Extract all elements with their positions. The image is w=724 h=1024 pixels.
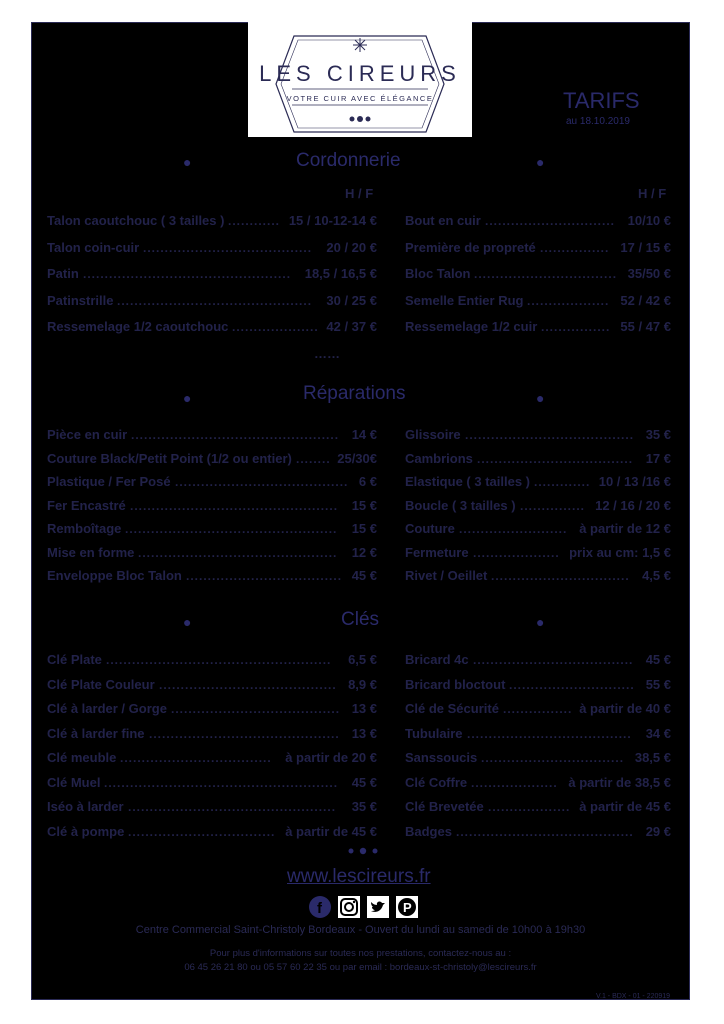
item-label: Clé à larder / Gorge bbox=[47, 701, 167, 716]
item-price: prix au cm: 1,5 € bbox=[569, 544, 671, 560]
item-price: 13 € bbox=[351, 701, 377, 716]
item-price: 29 € bbox=[645, 823, 671, 839]
item-label: Talon caoutchouc ( 3 tailles ) bbox=[47, 213, 225, 228]
item-price: 10 / 13 /16 € bbox=[598, 474, 671, 489]
item-label: Bloc Talon bbox=[405, 266, 471, 281]
price-row bbox=[405, 212, 671, 230]
item-label: Tubulaire bbox=[405, 725, 463, 741]
item-label: Elastique ( 3 tailles ) bbox=[405, 474, 530, 489]
facebook-icon[interactable] bbox=[309, 896, 331, 918]
item-label: Iséo à larder bbox=[47, 799, 124, 814]
dot-leader: ................................................ bbox=[128, 800, 337, 814]
item-label: Couture bbox=[405, 521, 455, 536]
price-row bbox=[405, 725, 671, 743]
item-price: à partir de 40 € bbox=[579, 701, 671, 716]
dot-leader: .............................. bbox=[485, 214, 616, 228]
price-row bbox=[47, 567, 377, 585]
item-label: Sanssoucis bbox=[405, 750, 478, 765]
contact-line-2: 06 45 26 21 80 ou 05 57 60 22 35 ou par email : bordeaux-st-christoly@lescireurs.fr bbox=[184, 962, 537, 973]
dot-leader: ......................................... bbox=[456, 824, 634, 839]
twitter-icon[interactable] bbox=[367, 896, 389, 918]
item-label: Ressemelage 1/2 caoutchouc bbox=[47, 319, 229, 334]
price-row bbox=[405, 318, 671, 336]
item-label: Plastique / Fer Posé bbox=[47, 474, 171, 489]
price-row bbox=[405, 798, 671, 816]
price-row bbox=[405, 239, 671, 257]
item-label: Enveloppe Bloc Talon bbox=[47, 568, 182, 583]
item-price: 42 / 37 € bbox=[326, 319, 377, 334]
section-bullet: ● bbox=[536, 390, 545, 406]
item-price: 14 € bbox=[351, 427, 377, 442]
dot-leader: ........ bbox=[296, 451, 331, 466]
item-price: 12 / 16 / 20 € bbox=[595, 497, 671, 513]
price-row bbox=[47, 700, 377, 718]
dot-leader: ................... bbox=[527, 293, 610, 308]
price-row bbox=[405, 497, 671, 515]
dot-leader: ................................... bbox=[120, 751, 272, 765]
item-label: Boucle ( 3 tailles ) bbox=[405, 497, 516, 513]
item-price: à partir de 20 € bbox=[285, 750, 377, 765]
section-title-cordonnerie: Cordonnerie bbox=[296, 150, 401, 171]
price-row bbox=[47, 651, 377, 669]
price-row bbox=[47, 239, 377, 257]
item-price: 35 € bbox=[645, 427, 671, 442]
price-row bbox=[47, 774, 377, 792]
price-row bbox=[47, 265, 377, 283]
dot-leader: ................ bbox=[540, 240, 610, 255]
item-label: Première de propreté bbox=[405, 239, 536, 255]
svg-text:P: P bbox=[403, 900, 412, 915]
dot-leader: .................... bbox=[232, 320, 319, 334]
dot-leader: .................................................... bbox=[106, 653, 332, 667]
section-bullet: ● bbox=[183, 390, 192, 406]
item-price: à partir de 45 € bbox=[285, 823, 377, 839]
item-label: Rivet / Oeillet bbox=[405, 568, 488, 583]
item-price: 55 / 47 € bbox=[620, 319, 671, 334]
dot-leader: ................................ bbox=[491, 569, 630, 583]
dot-leader: ...................................................... bbox=[104, 775, 339, 790]
tarifs-date: au 18.10.2019 bbox=[566, 116, 630, 127]
price-row bbox=[47, 798, 377, 816]
column-header-hf-right: H / F bbox=[638, 186, 667, 201]
item-label: Semelle Entier Rug bbox=[405, 292, 524, 308]
item-price: 45 € bbox=[351, 774, 377, 790]
dot-leader: ................ bbox=[541, 320, 611, 334]
item-label: Clé de Sécurité bbox=[405, 701, 499, 716]
cordonnerie-ellipsis: …… bbox=[314, 346, 340, 361]
price-row bbox=[405, 567, 671, 585]
item-label: Clé Coffre bbox=[405, 774, 468, 790]
item-price: 10/10 € bbox=[627, 213, 671, 228]
section-bullet: ● bbox=[536, 614, 545, 630]
item-price: 34 € bbox=[645, 725, 671, 741]
dot-leader: ..................................... bbox=[473, 653, 634, 667]
section-bullet: ● bbox=[183, 154, 192, 170]
price-row bbox=[47, 725, 377, 743]
dot-leader: ............ bbox=[228, 214, 281, 228]
price-row bbox=[405, 426, 671, 444]
item-price: 13 € bbox=[351, 725, 377, 741]
item-label: Couture Black/Petit Point (1/2 ou entier) bbox=[47, 450, 292, 466]
item-price: 55 € bbox=[645, 676, 671, 692]
dot-leader: .................... bbox=[473, 545, 560, 560]
dot-leader: ....................................... bbox=[171, 702, 341, 716]
section-bullet: ● bbox=[183, 614, 192, 630]
item-label: Ressemelage 1/2 cuir bbox=[405, 319, 538, 334]
dot-leader: .............................................. bbox=[138, 545, 338, 560]
item-price: 45 € bbox=[645, 652, 671, 667]
item-price: 35 € bbox=[351, 799, 377, 814]
version-code: V.1 - BDX - 01 - 220919 bbox=[596, 993, 671, 1000]
price-row bbox=[47, 520, 377, 538]
item-label: Badges bbox=[405, 823, 452, 839]
price-row bbox=[405, 265, 671, 283]
item-label: Clé Brevetée bbox=[405, 799, 484, 814]
item-price: à partir de 12 € bbox=[579, 521, 671, 536]
item-price: à partir de 38,5 € bbox=[568, 774, 671, 790]
price-row bbox=[47, 473, 377, 491]
item-price: 8,9 € bbox=[348, 676, 377, 692]
item-label: Fermeture bbox=[405, 544, 469, 560]
dot-leader: ................... bbox=[488, 800, 571, 814]
price-row bbox=[47, 292, 377, 310]
item-price: 17 / 15 € bbox=[620, 239, 671, 255]
dot-leader: ................................................. bbox=[125, 522, 338, 536]
dot-leader: .................................. bbox=[128, 824, 276, 839]
dot-leader: .................................... bbox=[477, 451, 634, 466]
item-price: 12 € bbox=[351, 544, 377, 560]
price-row bbox=[405, 676, 671, 694]
dot-leader: ......................... bbox=[459, 522, 568, 536]
price-row bbox=[47, 544, 377, 562]
dot-leader: ........................................ bbox=[175, 475, 349, 489]
price-row bbox=[405, 292, 671, 310]
dot-leader: ....................................... bbox=[143, 240, 313, 255]
item-label: Bricard bloctout bbox=[405, 676, 506, 692]
item-label: Patin bbox=[47, 266, 79, 281]
price-row bbox=[47, 426, 377, 444]
column-header-hf-left: H / F bbox=[345, 186, 374, 201]
item-label: Glissoire bbox=[405, 427, 461, 442]
item-label: Cambrions bbox=[405, 450, 473, 466]
section-title-reparations: Réparations bbox=[303, 383, 406, 404]
item-price: 15 € bbox=[351, 497, 377, 513]
price-row bbox=[47, 212, 377, 230]
item-price: 52 / 42 € bbox=[620, 292, 671, 308]
decorative-dots-icon bbox=[345, 845, 381, 857]
item-label: Bricard 4c bbox=[405, 652, 469, 667]
price-row bbox=[47, 749, 377, 767]
price-row bbox=[47, 318, 377, 336]
dot-leader: ............... bbox=[520, 498, 586, 513]
item-label: Clé meuble bbox=[47, 750, 117, 765]
contact-line-1: Pour plus d'informations sur toutes nos prestations, contactez-nous au : bbox=[209, 948, 512, 959]
dot-leader: ...................................... bbox=[467, 726, 632, 741]
item-price: 25/30€ bbox=[337, 450, 377, 466]
item-label: Pièce en cuir bbox=[47, 427, 128, 442]
svg-text:f: f bbox=[317, 900, 322, 917]
brand-tagline: VOTRE CUIR AVEC ÉLÉGANCE bbox=[286, 94, 434, 103]
item-label: Remboîtage bbox=[47, 521, 122, 536]
item-label: Fer Encastré bbox=[47, 497, 126, 513]
item-price: 20 / 20 € bbox=[326, 239, 377, 255]
price-row bbox=[47, 450, 377, 468]
dot-leader: ................................................ bbox=[83, 267, 292, 281]
item-price: 6 € bbox=[358, 474, 377, 489]
section-title-cles: Clés bbox=[341, 609, 380, 630]
website-link[interactable]: www.lescireurs.fr bbox=[287, 866, 431, 887]
dot-leader: ............. bbox=[534, 475, 591, 489]
item-price: 17 € bbox=[645, 450, 671, 466]
item-price: 18,5 / 16,5 € bbox=[304, 266, 377, 281]
instagram-icon[interactable] bbox=[338, 896, 360, 918]
dot-leader: ............................................ bbox=[149, 726, 340, 741]
price-row bbox=[405, 450, 671, 468]
dot-leader: ............................................. bbox=[117, 293, 313, 308]
dot-leader: ............................. bbox=[509, 677, 635, 692]
dot-leader: ................................................ bbox=[131, 428, 340, 442]
section-bullet: ● bbox=[536, 154, 545, 170]
dot-leader: .................... bbox=[471, 775, 558, 790]
item-label: Clé à pompe bbox=[47, 823, 125, 839]
dot-leader: ................................................ bbox=[130, 498, 339, 513]
item-label: Clé Plate bbox=[47, 652, 102, 667]
brand-name: LES CIREURS bbox=[259, 61, 461, 86]
price-row bbox=[47, 497, 377, 515]
price-row bbox=[405, 520, 671, 538]
dot-leader: ................................. bbox=[474, 267, 618, 281]
item-price: 45 € bbox=[351, 568, 377, 583]
dot-leader: ......................................... bbox=[159, 677, 337, 692]
price-row bbox=[405, 700, 671, 718]
price-row bbox=[47, 676, 377, 694]
item-price: 38,5 € bbox=[634, 750, 671, 765]
item-label: Clé Muel bbox=[47, 774, 101, 790]
item-label: Talon coin-cuir bbox=[47, 239, 140, 255]
dot-leader: ....................................... bbox=[465, 428, 635, 442]
tarifs-title: TARIFS bbox=[563, 88, 640, 113]
item-label: Patinstrille bbox=[47, 292, 114, 308]
logo-panel bbox=[248, 22, 472, 137]
price-row bbox=[405, 823, 671, 841]
item-label: Clé à larder fine bbox=[47, 725, 145, 741]
dot-leader: .................................... bbox=[186, 569, 343, 583]
price-row bbox=[405, 473, 671, 491]
item-price: 15 € bbox=[351, 521, 377, 536]
item-price: 15 / 10-12-14 € bbox=[288, 213, 377, 228]
price-row bbox=[405, 651, 671, 669]
price-row bbox=[405, 774, 671, 792]
item-price: 30 / 25 € bbox=[326, 292, 377, 308]
location-hours: Centre Commercial Saint-Christoly Bordeaux - Ouvert du lundi au samedi de 10h00 à 19h30 bbox=[135, 924, 586, 936]
item-label: Clé Plate Couleur bbox=[47, 676, 155, 692]
item-label: Mise en forme bbox=[47, 544, 135, 560]
price-row bbox=[47, 823, 377, 841]
item-price: à partir de 45 € bbox=[579, 799, 671, 814]
item-price: 4,5 € bbox=[642, 568, 671, 583]
pinterest-icon[interactable] bbox=[396, 896, 418, 918]
item-price: 35/50 € bbox=[627, 266, 671, 281]
item-price: 6,5 € bbox=[348, 652, 377, 667]
price-row bbox=[405, 544, 671, 562]
price-row bbox=[405, 749, 671, 767]
dot-leader: ................ bbox=[503, 702, 573, 716]
dot-leader: ................................. bbox=[481, 751, 625, 765]
item-label: Bout en cuir bbox=[405, 213, 481, 228]
